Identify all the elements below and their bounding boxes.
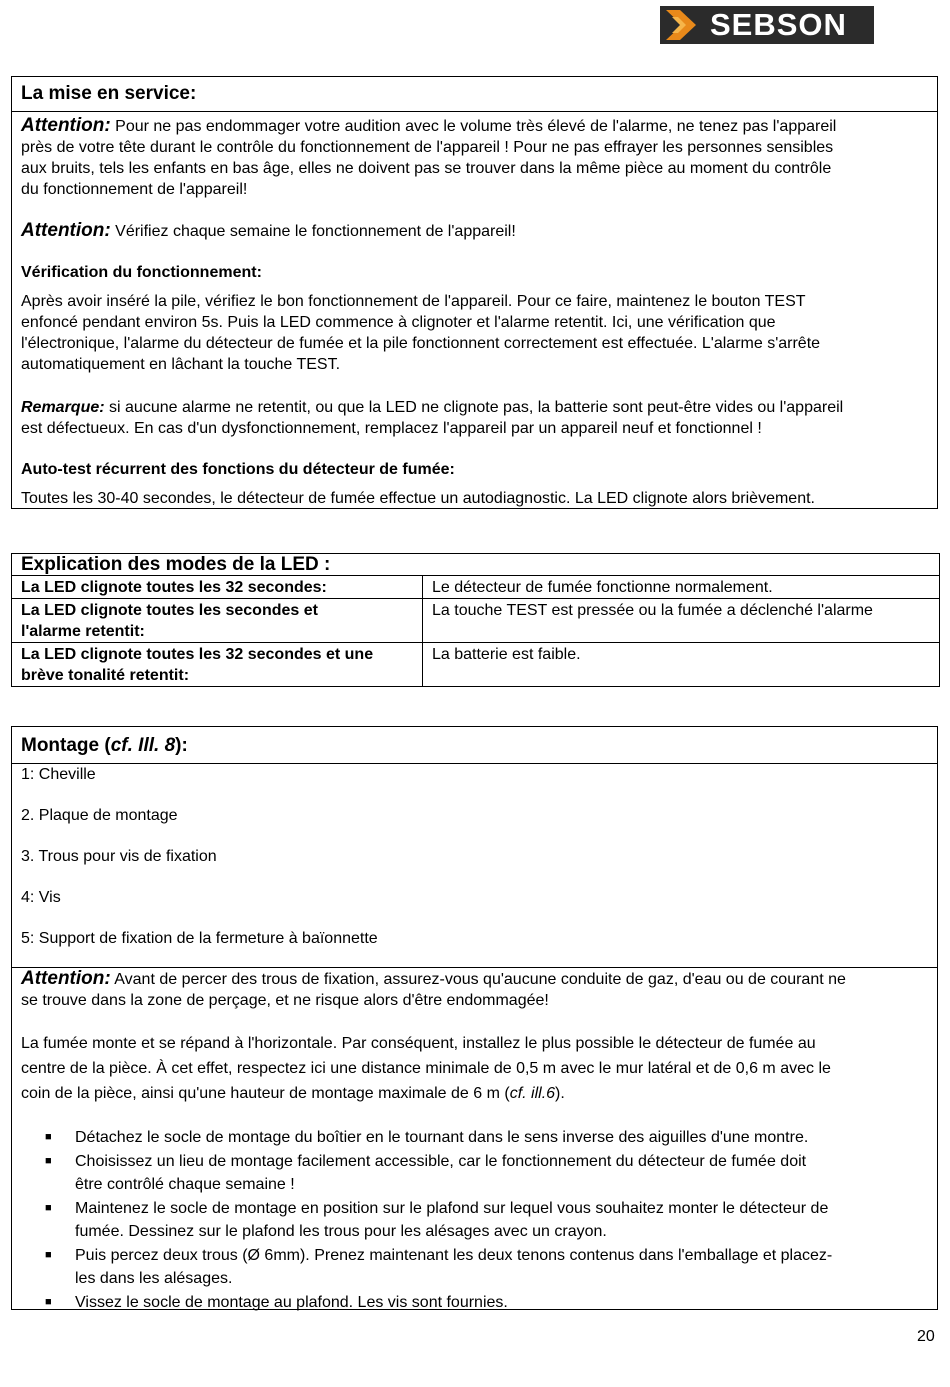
montage-title-suffix: ):: [175, 735, 188, 756]
led-modes-title: Explication des modes de la LED :: [21, 554, 331, 575]
bullet-text: Détachez le socle de montage du boîtier en le tournant dans le sens inverse des aiguilles d'une montre.: [75, 1129, 809, 1146]
attention-label: Attention:: [21, 220, 111, 241]
attention-weekly-paragraph: [21, 220, 928, 242]
verification-line: enfoncé pendant environ 5s. Puis la LED commence à clignoter et l'alarme retentit. Ici, une vérification que: [21, 314, 776, 331]
attention-line: Pour ne pas endommager votre audition avec le volume très élevé de l'alarme, ne tenez pas l'appareil: [115, 118, 837, 135]
autotest-heading: Auto-test récurrent des fonctions du détecteur de fumée:: [21, 461, 455, 478]
smoke-line: coin de la pièce, ainsi qu'une hauteur de montage maximale de 6 m (: [21, 1085, 510, 1102]
list-item: [12, 1126, 928, 1150]
bullet-text: être contrôlé chaque semaine !: [75, 1176, 295, 1193]
led-mode-text: La LED clignote toutes les 32 secondes et une: [21, 646, 374, 663]
autotest-text: Toutes les 30-40 secondes, le détecteur de fumée effectue un autodiagnostic. La LED clignote alors brièvement.: [21, 490, 815, 507]
led-modes-table: [11, 575, 940, 687]
table-row: [12, 576, 940, 599]
attention-line: aux bruits, tels les enfants en bas âge, elles ne doivent pas se trouver dans la même pièce au moment du contrôle: [21, 160, 832, 177]
bullet-text: les dans les alésages.: [75, 1270, 233, 1287]
bullet-icon: ■: [45, 1201, 52, 1214]
led-mode-text: La LED clignote toutes les 32 secondes:: [21, 579, 327, 596]
sebson-logo: [660, 6, 874, 44]
list-item: [12, 1150, 928, 1197]
table-row: [12, 599, 940, 643]
attention-label: Attention:: [21, 968, 111, 989]
table-row: [12, 643, 940, 687]
list-item: 1: Cheville: [21, 766, 96, 783]
montage-parts-list: [12, 764, 937, 968]
led-mode-cell: [12, 576, 423, 599]
montage-steps-list: [12, 1126, 928, 1314]
remark-paragraph: [21, 397, 928, 439]
montage-attention-paragraph: [21, 968, 928, 1011]
verification-line: automatiquement en lâchant la touche TEST.: [21, 356, 341, 373]
bullet-text: Vissez le socle de montage au plafond. Les vis sont fournies.: [75, 1293, 508, 1311]
list-item: [12, 1197, 928, 1244]
bullet-text: fumée. Dessinez sur le plafond les trous pour les alésages avec un crayon.: [75, 1223, 607, 1240]
bullet-icon: ■: [45, 1248, 52, 1261]
verification-line: l'électronique, l'alarme du détecteur de fumée et la pile fonctionnent correctement est effectuée. L'alarme s'arrête: [21, 335, 821, 352]
montage-title: [12, 727, 937, 764]
bullet-icon: ■: [45, 1154, 52, 1167]
remark-line: est défectueux. En cas d'un dysfonctionnement, remplacez l'appareil par un appareil neuf et fonctionnel !: [21, 420, 762, 437]
smoke-line: centre de la pièce. À cet effet, respectez ici une distance minimale de 0,5 m avec le mur latéral et de 0,6 m avec le: [21, 1060, 831, 1077]
list-item: 2. Plaque de montage: [21, 807, 178, 824]
smoke-line: La fumée monte et se répand à l'horizontale. Par conséquent, installez le plus possible le détecteur de fumée au: [21, 1035, 816, 1052]
smoke-paragraph: [21, 1031, 928, 1106]
bullet-icon: ■: [45, 1131, 52, 1143]
smoke-line-suffix: ).: [555, 1085, 565, 1102]
attention-hearing-paragraph: [21, 115, 928, 200]
montage-title-ref: cf. Ill. 8: [110, 735, 176, 756]
verification-paragraph: [21, 291, 928, 375]
page-number: 20: [917, 1328, 935, 1345]
bullet-text: Puis percez deux trous (Ø 6mm). Prenez maintenant les deux tenons contenus dans l'emballage et placez-: [75, 1246, 833, 1264]
remark-line: si aucune alarme ne retentit, ou que la LED ne clignote pas, la batterie sont peut-être vides ou l'appareil: [109, 399, 844, 416]
list-item: 4: Vis: [21, 889, 61, 906]
chevron-logo-icon: [660, 6, 706, 44]
led-modes-box: [11, 553, 940, 685]
led-meaning-cell: La touche TEST est pressée ou la fumée a déclenché l'alarme: [423, 599, 940, 643]
led-mode-text: La LED clignote toutes les secondes et: [21, 602, 318, 619]
mise-en-service-title: La mise en service:: [12, 77, 937, 112]
bullet-text: Choisissez un lieu de montage facilement accessible, car le fonctionnement du détecteur de fumée doit: [75, 1152, 807, 1170]
led-mode-text: brève tonalité retentit:: [21, 667, 190, 684]
bullet-icon: ■: [45, 1295, 52, 1308]
montage-title-prefix: Montage (: [21, 735, 111, 756]
list-item: [12, 1291, 928, 1315]
led-mode-text: l'alarme retentit:: [21, 623, 145, 640]
bullet-text: Maintenez le socle de montage en position sur le plafond sur lequel vous souhaitez monter le détecteur de: [75, 1199, 829, 1217]
remark-label: Remarque:: [21, 399, 105, 416]
logo-text: SEBSON: [710, 7, 847, 42]
attention-line: du fonctionnement de l'appareil!: [21, 181, 248, 198]
list-item: [12, 1244, 928, 1291]
mise-en-service-box: [11, 76, 938, 509]
smoke-ref: cf. ill.6: [509, 1085, 556, 1102]
list-item: 3. Trous pour vis de fixation: [21, 848, 217, 865]
attention-weekly-text: Vérifiez chaque semaine le fonctionnement de l'appareil!: [115, 223, 516, 240]
attention-label: Attention:: [21, 115, 111, 136]
led-meaning-cell: Le détecteur de fumée fonctionne normalement.: [423, 576, 940, 599]
attention-line: se trouve dans la zone de perçage, et ne risque alors d'être endommagée!: [21, 992, 549, 1009]
attention-line: près de votre tête durant le contrôle du fonctionnement de l'appareil ! Pour ne pas effrayer les personnes sensibles: [21, 139, 834, 156]
verification-line: Après avoir inséré la pile, vérifiez le bon fonctionnement de l'appareil. Pour ce faire, maintenez le bouton TEST: [21, 293, 806, 310]
montage-box: [11, 726, 938, 1310]
led-meaning-cell: La batterie est faible.: [423, 643, 940, 687]
verification-heading: Vérification du fonctionnement:: [21, 264, 262, 281]
attention-line: Avant de percer des trous de fixation, assurez-vous qu'aucune conduite de gaz, d'eau ou de courant ne: [114, 971, 846, 988]
led-mode-cell: [12, 599, 423, 643]
list-item: 5: Support de fixation de la fermeture à baïonnette: [21, 930, 378, 947]
led-mode-cell: [12, 643, 423, 687]
